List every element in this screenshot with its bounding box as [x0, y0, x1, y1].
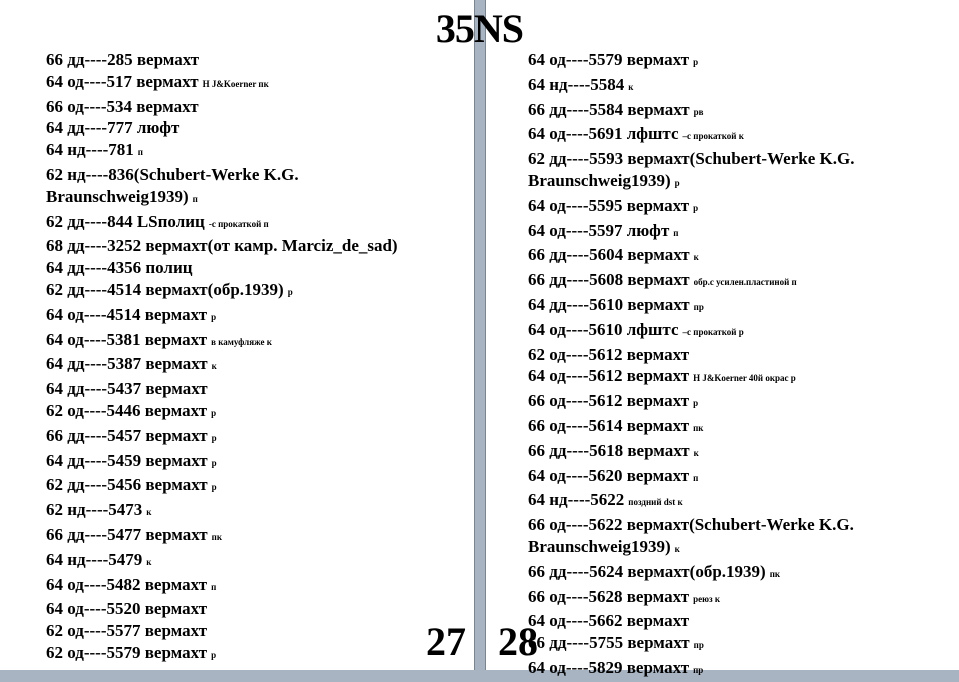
right-page	[485, 0, 959, 677]
list-item	[46, 257, 466, 279]
entry-note: р	[211, 457, 217, 468]
list-item	[528, 632, 948, 657]
list-item	[46, 524, 466, 549]
entry-text: 66 од----5614 вермахт	[528, 415, 690, 435]
list-item	[46, 450, 466, 475]
list-item	[528, 269, 948, 294]
list-item	[528, 344, 948, 366]
entry-note: H J&Koerner пк	[202, 78, 269, 89]
entry-note: пр	[693, 640, 704, 651]
list-item	[528, 440, 948, 465]
entry-text: 66 од----5622 вермахт(Schubert-Werke K.G.	[528, 515, 854, 535]
entry-text: 62 од----5612 вермахт	[528, 344, 690, 364]
entry-note: пр	[693, 664, 704, 675]
right-page-list	[528, 49, 948, 682]
entry-text: 66 од----5612 вермахт	[528, 391, 690, 411]
entry-text: Braunschweig1939)	[528, 536, 671, 556]
list-item	[528, 244, 948, 269]
list-item	[46, 117, 466, 139]
document-title: 35NS	[435, 6, 524, 51]
entry-text: 64 од----5829 вермахт	[528, 657, 690, 677]
entry-text: 66 дд----5624 вермахт(обр.1939)	[528, 561, 766, 581]
list-item	[46, 71, 466, 96]
entry-text: 66 дд----5755 вермахт	[528, 633, 690, 653]
entry-text: 62 дд----4514 вермахт(обр.1939)	[46, 279, 284, 299]
list-item	[528, 294, 948, 319]
entry-text: 64 од----4514 вермахт	[46, 304, 208, 324]
list-item	[528, 99, 948, 124]
entry-text: 62 од----5577 вермахт	[46, 621, 208, 641]
list-item	[46, 186, 466, 211]
entry-note: р	[211, 432, 217, 443]
left-page-number: 27	[426, 619, 466, 664]
list-item	[46, 279, 466, 304]
entry-note: р	[693, 398, 699, 409]
list-item	[46, 211, 466, 236]
entry-note: р	[211, 311, 217, 322]
list-item	[528, 123, 948, 148]
list-item	[528, 170, 948, 195]
entry-note: в камуфляже к	[211, 336, 272, 347]
list-item	[528, 536, 948, 561]
entry-text: 66 дд----5584 вермахт	[528, 99, 690, 119]
list-item	[528, 586, 948, 611]
list-item	[528, 148, 948, 170]
entry-text: 62 од----5446 вермахт	[46, 400, 208, 420]
entry-text: 64 од----5482 вермахт	[46, 574, 208, 594]
entry-text: 62 нд----836(Schubert-Werke K.G.	[46, 164, 299, 184]
left-page	[0, 0, 475, 670]
entry-note: р	[693, 57, 699, 67]
left-page-list	[46, 49, 466, 667]
list-item	[528, 390, 948, 415]
list-item	[528, 74, 948, 99]
entry-text: 62 од----5579 вермахт	[46, 642, 208, 662]
list-item	[46, 620, 466, 642]
entry-note: к	[693, 252, 699, 263]
entry-text: 64 од----517 вермахт	[46, 71, 199, 91]
entry-note: п	[192, 193, 198, 204]
entry-text: 64 дд----5437 вермахт	[46, 379, 208, 399]
list-item	[46, 425, 466, 450]
list-item	[528, 514, 948, 536]
entry-text: 66 дд----5477 вермахт	[46, 524, 208, 544]
entry-text: 68 дд----3252 вермахт(от камр. Marciz_de_sad)	[46, 236, 398, 256]
entry-text: 64 нд----5622	[528, 490, 625, 510]
entry-note: пк	[693, 422, 704, 433]
list-item	[528, 561, 948, 586]
entry-text: 64 дд----5387 вермахт	[46, 354, 208, 374]
entry-note: пк	[769, 568, 781, 579]
list-item	[528, 49, 948, 74]
list-item	[528, 610, 948, 632]
entry-text: 64 од----5662 вермахт	[528, 611, 690, 631]
entry-text: 64 дд----5459 вермахт	[46, 450, 208, 470]
entry-note: р	[674, 177, 680, 188]
entry-note: обр.с усилен.пластиной п	[693, 277, 797, 288]
entry-text: 64 дд----777 люфт	[46, 118, 180, 138]
entry-note: к	[211, 361, 217, 372]
list-item	[528, 489, 948, 514]
entry-text: 64 од----5691 лфштс	[528, 124, 679, 144]
entry-note: H J&Koerner 40й окрас р	[693, 373, 796, 384]
list-item	[528, 657, 948, 682]
entry-note: –с прокаткой к	[682, 131, 744, 142]
entry-text: 62 дд----844 LSполиц	[46, 211, 205, 231]
entry-note: к	[693, 447, 699, 458]
entry-text: 66 од----534 вермахт	[46, 96, 199, 116]
entry-note: р	[211, 407, 217, 418]
entry-text: 66 дд----5608 вермахт	[528, 270, 690, 290]
entry-text: 64 од----5520 вермахт	[46, 599, 208, 619]
list-item	[46, 49, 466, 71]
entry-text: 66 дд----5457 вермахт	[46, 425, 208, 445]
list-item	[46, 549, 466, 574]
entry-text: 64 од----5381 вермахт	[46, 329, 208, 349]
list-item	[528, 465, 948, 490]
entry-note: поздний dst к	[628, 497, 683, 508]
entry-text: Braunschweig1939)	[46, 186, 189, 206]
entry-text: 66 дд----5618 вермахт	[528, 440, 690, 460]
entry-note: –с прокаткой р	[682, 326, 744, 337]
entry-text: 64 дд----5610 вермахт	[528, 294, 690, 314]
entry-text: 64 од----5595 вермахт	[528, 195, 690, 215]
entry-note: рв	[693, 106, 704, 117]
entry-note: р	[211, 649, 217, 660]
entry-note: п	[137, 147, 143, 158]
list-item	[46, 96, 466, 118]
entry-text: 64 од----5620 вермахт	[528, 465, 690, 485]
list-item	[46, 235, 466, 257]
entry-text: Braunschweig1939)	[528, 170, 671, 190]
entry-note: п	[673, 227, 679, 238]
list-item	[46, 139, 466, 164]
entry-note: к	[674, 543, 680, 554]
entry-text: 64 нд----781	[46, 140, 134, 160]
list-item	[528, 415, 948, 440]
list-item	[46, 642, 466, 667]
entry-text: 64 од----5610 лфштс	[528, 319, 679, 339]
list-item	[46, 378, 466, 400]
entry-text: 62 нд----5473	[46, 500, 143, 520]
entry-note: р	[211, 482, 217, 493]
list-item	[528, 195, 948, 220]
entry-text: 64 нд----5584	[528, 74, 625, 94]
entry-text: 66 од----5628 вермахт	[528, 586, 690, 606]
list-item	[46, 400, 466, 425]
entry-text: 64 од----5579 вермахт	[528, 50, 690, 69]
right-page-number: 28	[498, 619, 538, 664]
entry-text: 62 дд----5593 вермахт(Schubert-Werke K.G.	[528, 149, 855, 169]
entry-note: к	[146, 507, 152, 518]
list-item	[528, 365, 948, 390]
entry-note: -с прокаткой п	[208, 218, 269, 229]
list-item	[46, 329, 466, 354]
list-item	[46, 499, 466, 524]
list-item	[46, 574, 466, 599]
list-item	[46, 598, 466, 620]
list-item	[46, 164, 466, 186]
list-item	[528, 220, 948, 245]
entry-note: п	[211, 581, 217, 592]
entry-note: к	[146, 556, 152, 567]
entry-note: р	[693, 202, 699, 213]
entry-note: к	[628, 81, 634, 92]
list-item	[46, 304, 466, 329]
entry-text: 66 дд----5604 вермахт	[528, 245, 690, 265]
entry-text: 62 дд----5456 вермахт	[46, 475, 208, 495]
entry-text: 64 нд----5479	[46, 549, 143, 569]
list-item	[528, 319, 948, 344]
list-item	[46, 474, 466, 499]
entry-text: 64 дд----4356 полиц	[46, 258, 193, 278]
entry-note: реюз к	[693, 593, 721, 604]
entry-note: пр	[693, 301, 704, 312]
entry-note: пк	[211, 531, 223, 542]
list-item	[46, 353, 466, 378]
entry-text: 66 дд----285 вермахт	[46, 50, 200, 69]
entry-text: 64 од----5597 люфт	[528, 220, 670, 240]
entry-note: р	[287, 286, 293, 297]
entry-note: п	[693, 472, 699, 483]
entry-text: 64 од----5612 вермахт	[528, 366, 690, 386]
